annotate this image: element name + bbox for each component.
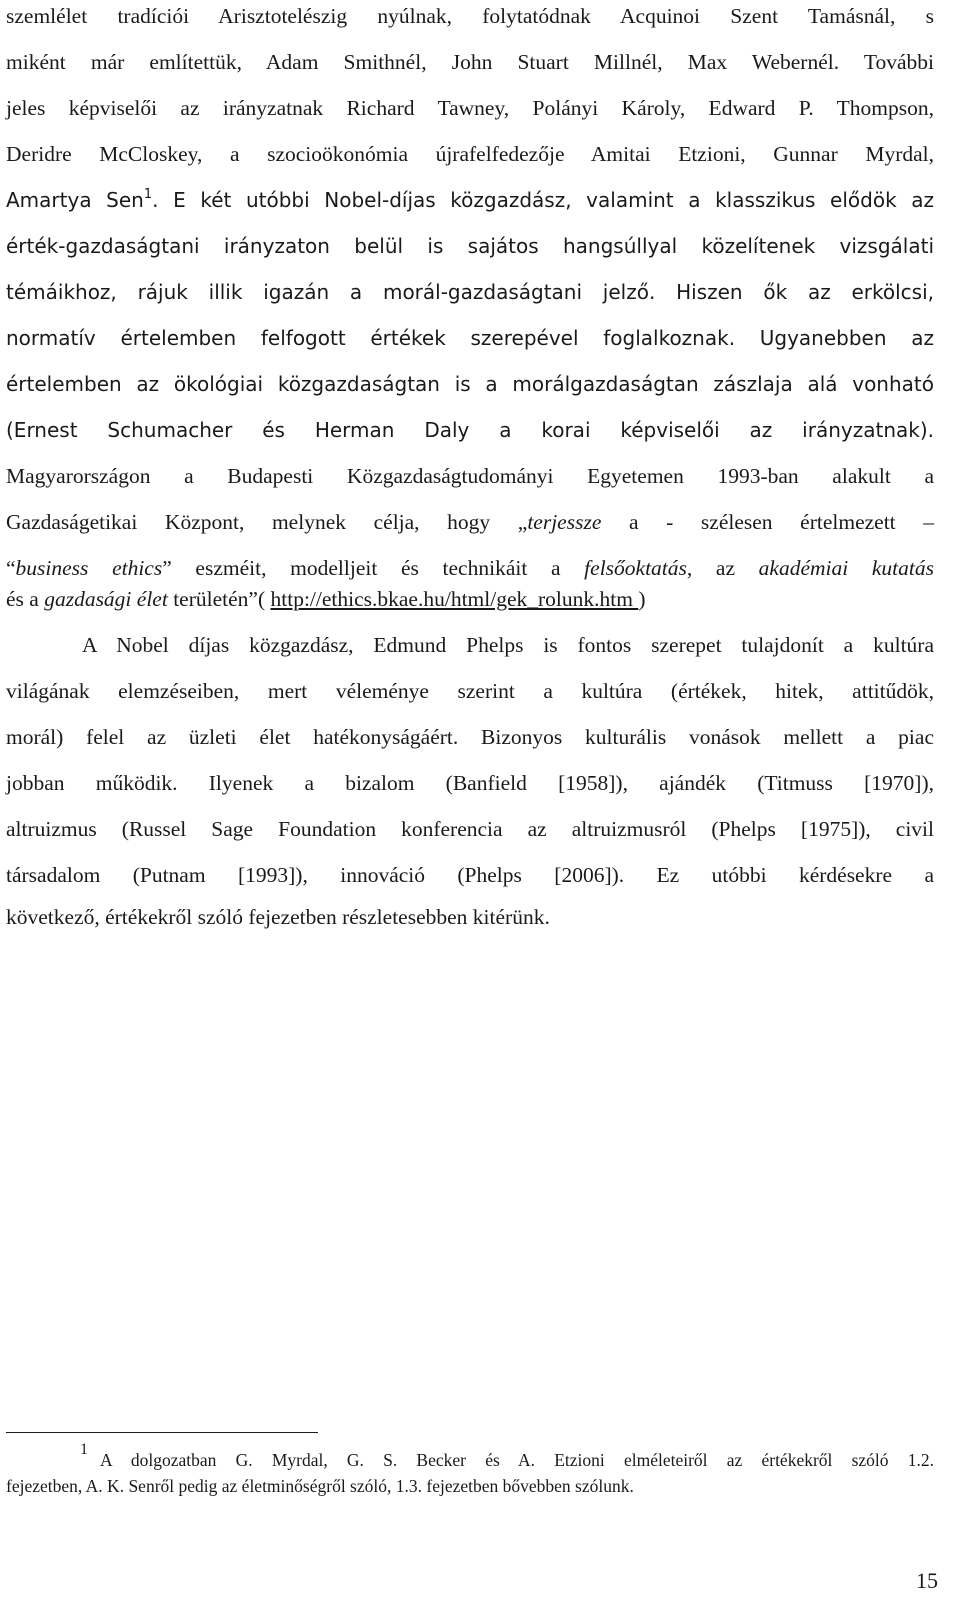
body-line-5-rest: . E két utóbbi Nobel-díjas közgazdász, valamint a klasszikus elődök az [152,188,935,212]
body-line-2: miként már említettük, Adam Smithnél, John Stuart Millnél, Max Webernél. További [6,50,934,74]
emphasis-business-ethics: business ethics [15,556,163,580]
phelps-line-7: következő, értékekről szóló fejezetben részletesebben kitérünk. [6,905,550,929]
body-line-10: (Ernest Schumacher és Herman Daly a korai képviselői az irányzatnak). [6,418,934,442]
emphasis-akademiai-kutatas: akadémiai kutatás [758,556,934,580]
body-line-6: érték-gazdaságtani irányzaton belül is sajátos hangsúllyal közelítenek vizsgálati [6,234,934,258]
body-line-14: és a gazdasági élet területén”( http://ethics.bkae.hu/html/gek_rolunk.htm ) [6,587,646,611]
phelps-line-4: jobban működik. Ilyenek a bizalom (Banfield [1958]), ajándék (Titmuss [1970]), [6,771,934,795]
phelps-line-5: altruizmus (Russel Sage Foundation konferencia az altruizmusról (Phelps [1975]), civil [6,817,934,841]
emphasis-felsooktatas: felsőoktatás [584,556,687,580]
body-line-1: szemlélet tradíciói Arisztotelészig nyúlnak, folytatódnak Acquinoi Szent Tamásnál, s [6,4,934,28]
phelps-line-1: A Nobel díjas közgazdász, Edmund Phelps is fontos szerepet tulajdonít a kultúra [82,633,934,657]
body-line-4: Deridre McCloskey, a szocioökonómia újrafelfedezője Amitai Etzioni, Gunnar Myrdal, [6,142,934,166]
body-line-7: témáikhoz, rájuk illik igazán a morál-gazdaságtani jelző. Hiszen ők az erkölcsi, [6,280,934,304]
footnote-divider [6,1432,318,1433]
body-line-5 [6,185,934,215]
body-line-9: értelemben az ökológiai közgazdaságtan is a morálgazdaságtan zászlaja alá vonható [6,372,934,396]
phelps-line-6: társadalom (Putnam [1993]), innováció (Phelps [2006]). Ez utóbbi kérdésekre a [6,863,934,887]
emphasis-gazdasagi-elet: gazdasági élet [44,587,168,611]
body-line-11: Magyarországon a Budapesti Közgazdaságtudományi Egyetemen 1993-ban alakult a [6,464,934,488]
footnote-line-1: A dolgozatban G. Myrdal, G. S. Becker és A. Etzioni elméleteiről az értékekről szóló 1.2. [100,1450,934,1470]
footnote-number: 1 [80,1441,88,1458]
phelps-line-2: világának elemzéseiben, mert véleménye szerint a kultúra (értékek, hitek, attitűdök, [6,679,934,703]
body-line-3: jeles képviselői az irányzatnak Richard Tawney, Polányi Károly, Edward P. Thompson, [6,96,934,120]
page-number: 15 [916,1568,938,1593]
ethics-url-link[interactable]: http://ethics.bkae.hu/html/gek_rolunk.htm [270,587,639,611]
author-sen: Amartya Sen [6,188,144,212]
footnote-line-2: fejezetben, A. K. Senről pedig az életminőségről szóló, 1.3. fejezetben bővebben szólunk. [6,1476,634,1496]
phelps-line-3: morál) felel az üzleti élet hatékonyságáért. Bizonyos kulturális vonások mellett a piac [6,725,934,749]
body-line-8: normatív értelemben felfogott értékek szerepével foglalkoznak. Ugyanebben az [6,326,934,350]
body-line-12: Gazdaságetikai Központ, melynek célja, hogy „terjessze a - szélesen értelmezett – [6,510,935,534]
footnote-reference[interactable]: 1 [143,187,153,202]
emphasis-terjessze: terjessze [527,510,602,534]
body-line-13: “business ethics” eszméit, modelljeit és technikáit a felsőoktatás, az akadémiai kutatás [6,556,934,580]
